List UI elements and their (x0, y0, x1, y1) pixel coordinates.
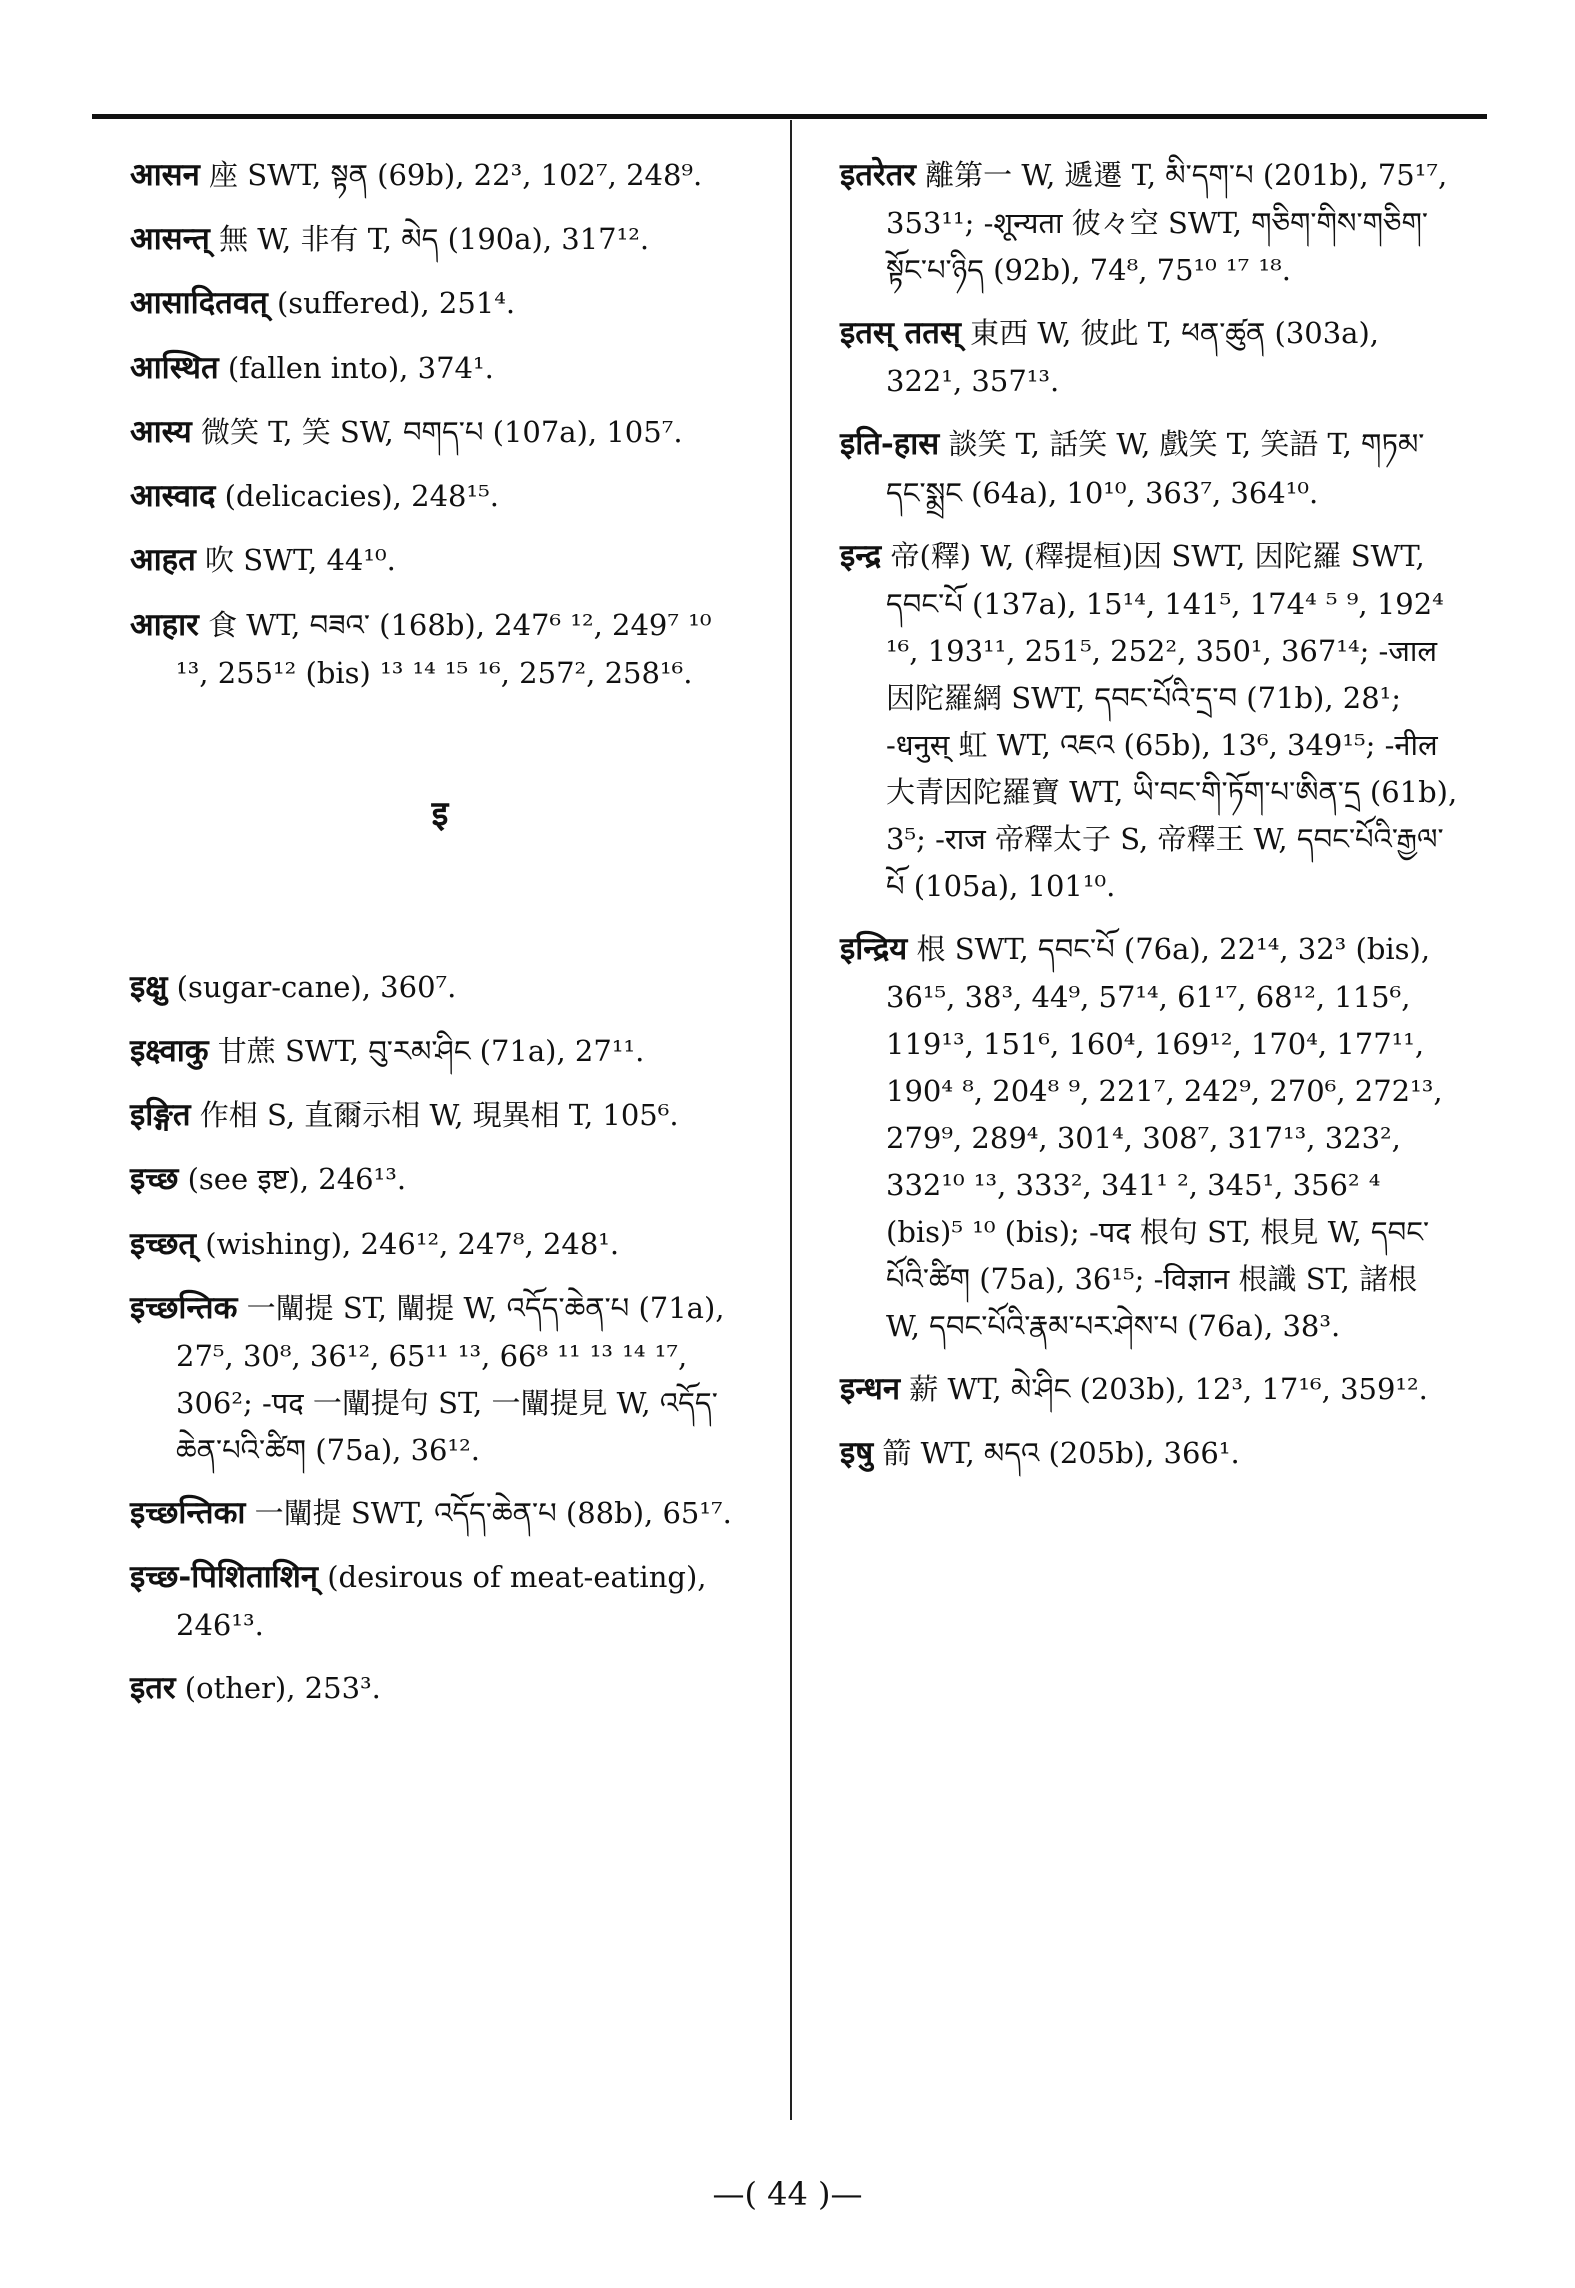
dictionary-entry (130, 1283, 750, 1474)
entry-body: 作相 S, 直爾示相 W, 現異相 T, 105⁶. (190, 1098, 679, 1133)
entry-body: 一闡提 ST, 闡提 W, འདོད་ཆེན་པ (71a), 27⁵, 30⁸, 36¹², 65¹¹ ¹³, 66⁸ ¹¹ ¹³ ¹⁴ ¹⁷, 306²; -पद 一闡提句 ST, 一闡提見 W, འདོད་ཆེན་པའི་ཚིག (75a), 36¹². (176, 1290, 725, 1468)
entry-body: (see इष्ट), 246¹³. (178, 1162, 407, 1197)
entry-headword: इच्छ-पिशिताशिन् (130, 1559, 318, 1596)
entry-body: 薪 WT, མེ་ཤིང (203b), 12³, 17¹⁶, 359¹². (900, 1371, 1428, 1406)
entry-body: 吹 SWT, 44¹⁰. (195, 543, 396, 578)
left-column (130, 150, 750, 1728)
right-column (840, 150, 1460, 1492)
entry-headword: आस्य (130, 413, 192, 450)
top-rule (92, 114, 1487, 119)
entry-headword: इच्छन्तिक (130, 1289, 238, 1326)
entry-body: 無 W, 非有 T, མེད (190a), 317¹². (209, 222, 650, 257)
entry-headword: इच्छ (130, 1161, 179, 1198)
entry-headword: आसन (130, 157, 200, 193)
dictionary-entry (130, 600, 750, 697)
entry-body: 箭 WT, མདའ (205b), 366¹. (873, 1435, 1240, 1470)
dictionary-entry (840, 308, 1460, 405)
entry-body: 座 SWT, སྟན (69b), 22³, 102⁷, 248⁹. (199, 158, 703, 192)
entry-body: 東西 W, 彼此 T, ཕན་ཚུན (303a), 322¹, 357¹³. (886, 316, 1380, 399)
dictionary-entry (840, 531, 1460, 910)
column-divider (790, 120, 792, 2120)
entry-headword: इति-हास (840, 426, 940, 463)
dictionary-entry (130, 962, 750, 1012)
entry-body: 離第一 W, 遞遷 T, མི་དག་པ (201b), 75¹⁷, 353¹¹; -शून्यता 彼々空 SWT, གཅིག་གིས་གཅིག་སྟོང་པ་ཉིད (92b), 74⁸, 75¹⁰ ¹⁷ ¹⁸. (886, 158, 1448, 288)
entry-headword: इन्द्रिय (840, 930, 908, 967)
dictionary-entry (130, 407, 750, 457)
dictionary-entry (130, 343, 750, 393)
entry-body: 食 WT, བཟའ་ (168b), 247⁶ ¹², 249⁷ ¹⁰ ¹³, 255¹² (bis) ¹³ ¹⁴ ¹⁵ ¹⁶, 257², 258¹⁶. (176, 607, 712, 690)
entry-headword: आसादितवत् (130, 285, 268, 322)
page-number: —( 44 )— (712, 2175, 863, 2213)
entry-headword: आस्वाद (130, 478, 216, 515)
entry-body: 帝(釋) W, (釋提桓)因 SWT, 因陀羅 SWT, དབང་པོ (137a), 15¹⁴, 141⁵, 174⁴ ⁵ ⁹, 192⁴ ¹⁶, 193¹¹, 251⁵, 252², 350¹, 367¹⁴; -जाल 因陀羅網 SWT, དབང་པོའི་དྲ་བ (71b), 28¹; -धनुस् 虹 WT, འཇའ (65b), 13⁶, 349¹⁵; -नील 大青因陀羅寶 WT, ཡི་བང་གི་ཏོག་པ་ཨིན་དྲ (61b), 3⁵; -राज 帝釋太子 S, 帝釋王 W, དབང་པོའི་རྒྱལ་པོ (105a), 101¹⁰. (881, 538, 1458, 903)
entry-headword: आहार (130, 606, 199, 643)
entry-headword: इतरेतर (840, 157, 916, 193)
entry-headword: इन्द्र (840, 537, 882, 574)
entry-body: 談笑 T, 話笑 W, 戲笑 T, 笑語 T, གཏམ་དང་སྨྲང (64a), 10¹⁰, 363⁷, 364¹⁰. (886, 427, 1425, 510)
entry-headword: इच्छत् (130, 1225, 197, 1262)
entry-body: (other), 253³. (175, 1671, 381, 1706)
entry-body: (fallen into), 374¹. (218, 350, 494, 385)
entry-headword: इन्धन (840, 1370, 901, 1407)
dictionary-entry (130, 471, 750, 521)
entry-body: (wishing), 246¹², 247⁸, 248¹. (196, 1226, 620, 1261)
dictionary-entry (840, 1364, 1460, 1414)
entry-headword: आस्थित (130, 349, 219, 386)
dictionary-entry (130, 1090, 750, 1140)
entry-body: 甘蔗 SWT, བུ་རམ་ཤིང (71a), 27¹¹. (208, 1034, 645, 1069)
entry-headword: इतर (130, 1670, 176, 1707)
entry-headword: इषु (840, 1434, 874, 1471)
entry-headword: आहत (130, 542, 196, 579)
dictionary-entry (130, 1663, 750, 1713)
dictionary-entry (840, 150, 1460, 294)
dictionary-entry (130, 535, 750, 585)
entry-headword: इच्छन्तिका (130, 1495, 246, 1532)
dictionary-entry (130, 278, 750, 328)
entry-body: (delicacies), 248¹⁵. (215, 479, 499, 514)
dictionary-entry (130, 1552, 750, 1649)
entry-body: 根 SWT, དབང་པོ (76a), 22¹⁴, 32³ (bis), 36¹⁵, 38³, 44⁹, 57¹⁴, 61¹⁷, 68¹², 115⁶, 119¹³, 151⁶, 160⁴, 169¹², 170⁴, 177¹¹, 190⁴ ⁸, 204⁸ ⁹, 221⁷, 242⁹, 270⁶, 272¹³, 279⁹, 289⁴, 301⁴, 308⁷, 317¹³, 323², 332¹⁰ ¹³, 333², 341¹ ², 345¹, 356² ⁴ (bis)⁵ ¹⁰ (bis); -पद 根句 ST, 根見 W, དབང་པོའི་ཚིག (75a), 36¹⁵; -विज्ञान 根識 ST, 諸根 W, དབང་པོའི་རྣམ་པར་ཤེས་པ (76a), 38³. (886, 931, 1443, 1343)
section-letter: इ (431, 793, 449, 834)
entry-body: 一闡提 SWT, འདོད་ཆེན་པ (88b), 65¹⁷. (245, 1496, 732, 1531)
dictionary-entry (130, 1219, 750, 1269)
dictionary-entry (840, 924, 1460, 1350)
entry-body: 微笑 T, 笑 SW, བགད་པ (107a), 105⁷. (191, 414, 683, 449)
entry-body: (suffered), 251⁴. (267, 286, 516, 321)
entry-headword: इतस् ततस् (840, 315, 961, 352)
dictionary-entry (130, 1026, 750, 1076)
dictionary-entry (840, 419, 1460, 516)
dictionary-entry (130, 150, 750, 200)
entry-headword: इक्षु (130, 968, 168, 1005)
dictionary-entry (130, 1488, 750, 1538)
dictionary-entry (130, 1154, 750, 1204)
entry-headword: इक्ष्वाकु (130, 1033, 209, 1070)
entry-body: (desirous of meat-eating), 246¹³. (176, 1560, 707, 1643)
dictionary-entry (130, 214, 750, 264)
entry-headword: आसन्त् (130, 221, 210, 258)
dictionary-entry (840, 1428, 1460, 1478)
entry-body: (sugar-cane), 360⁷. (167, 969, 457, 1004)
entry-headword: इङ्गित (130, 1097, 191, 1134)
